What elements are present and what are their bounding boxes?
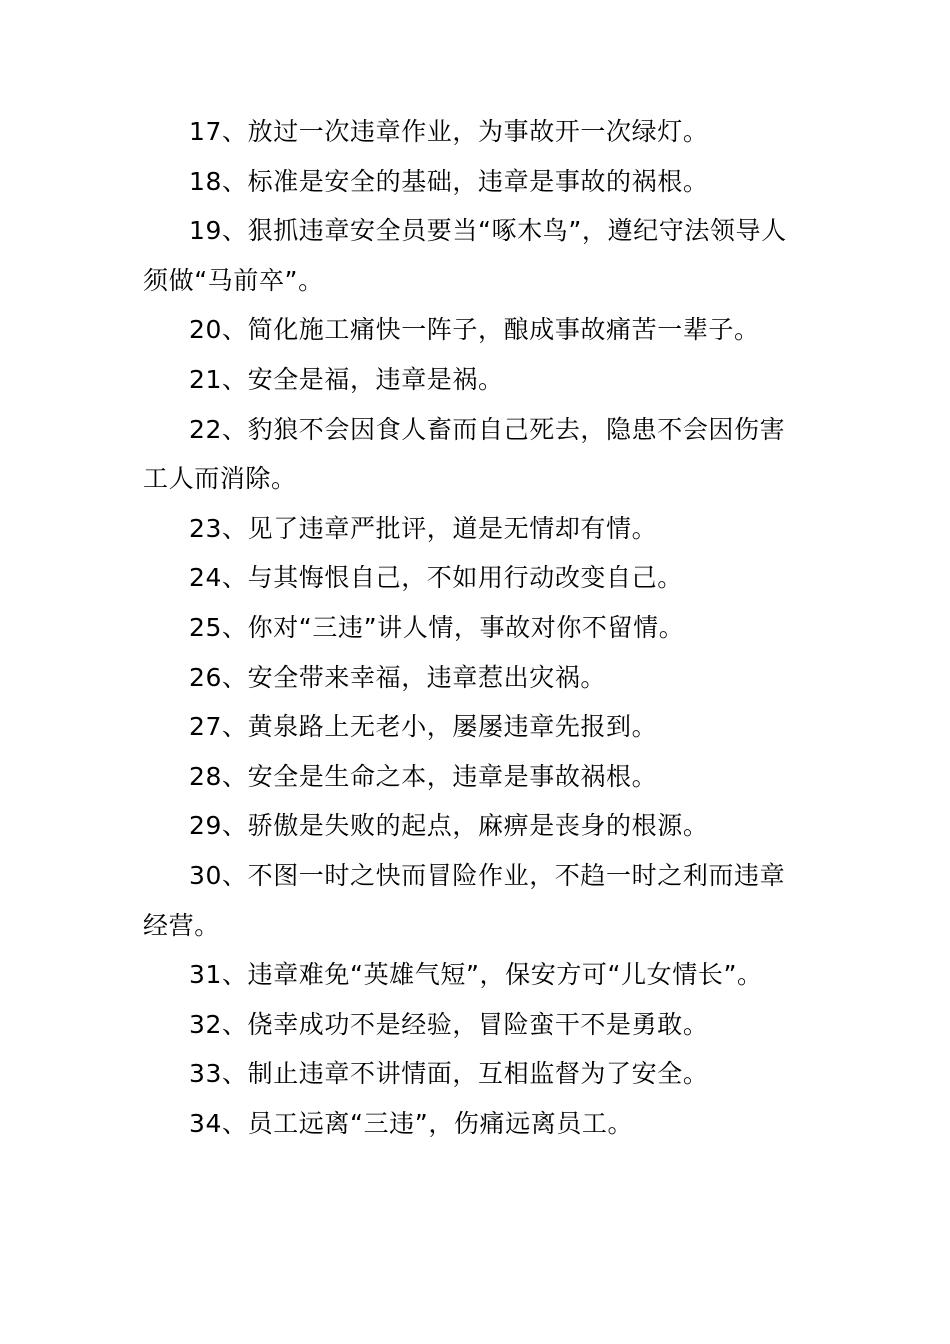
slogan-paragraph-34: 34、员工远离“三违”，伤痛远离员工。 — [189, 1108, 634, 1138]
slogan-paragraph-25: 25、你对“三违”讲人情，事故对你不留情。 — [189, 612, 685, 642]
slogan-paragraph-30: 30、不图一时之快而冒险作业，不趋一时之利而违章经营。 — [143, 860, 786, 940]
slogan-paragraph-23: 23、见了违章严批评，道是无情却有情。 — [189, 513, 658, 543]
slogan-paragraph-18: 18、标准是安全的基础，违章是事故的祸根。 — [189, 166, 709, 196]
slogan-paragraph-19: 19、狠抓违章安全员要当“啄木鸟”，遵纪守法领导人须做“马前卒”。 — [143, 216, 787, 295]
slogan-paragraph-31: 31、违章难免“英雄气短”，保安方可“儿女情长”。 — [189, 960, 763, 990]
slogan-paragraph-24: 24、与其悔恨自己，不如用行动改变自己。 — [189, 563, 683, 593]
slogan-paragraph-28: 28、安全是生命之本，违章是事故祸根。 — [189, 761, 658, 791]
slogan-paragraph-33: 33、制止违章不讲情面，互相监督为了安全。 — [189, 1059, 709, 1089]
slogan-paragraph-27: 27、黄泉路上无老小，屡屡违章先报到。 — [189, 712, 658, 742]
slogan-paragraph-21: 21、安全是福，违章是祸。 — [189, 364, 504, 394]
slogan-paragraph-29: 29、骄傲是失败的起点，麻痹是丧身的根源。 — [189, 811, 709, 841]
slogan-paragraph-17: 17、放过一次违章作业，为事故开一次绿灯。 — [189, 117, 709, 146]
slogan-paragraph-20: 20、简化施工痛快一阵子，酿成事故痛苦一辈子。 — [189, 315, 760, 345]
document-body — [143, 107, 803, 1148]
slogan-paragraph-32: 32、侥幸成功不是经验，冒险蛮干不是勇敢。 — [189, 1009, 709, 1039]
slogan-paragraph-26: 26、安全带来幸福，违章惹出灾祸。 — [189, 662, 607, 692]
slogan-paragraph-22: 22、豹狼不会因食人畜而自己死去，隐患不会因伤害工人而消除。 — [143, 414, 786, 494]
